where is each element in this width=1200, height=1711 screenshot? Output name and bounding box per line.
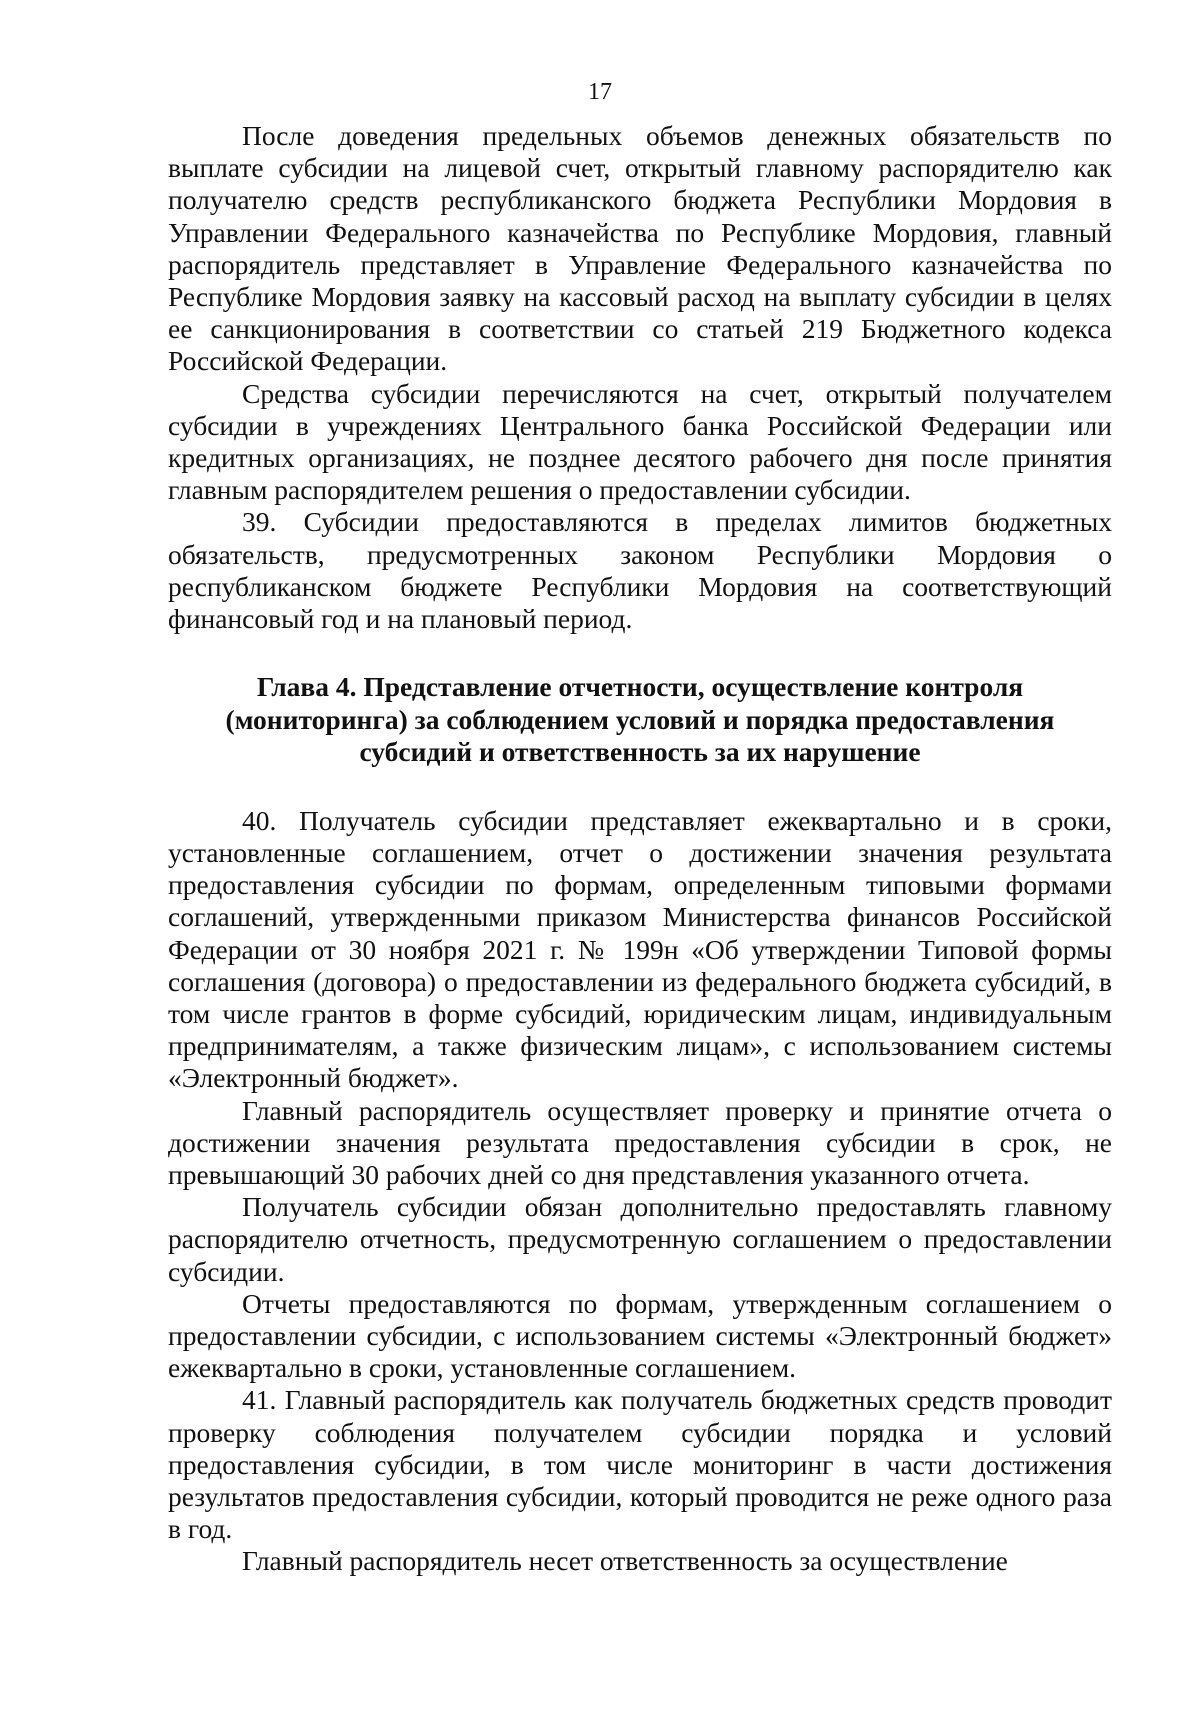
paragraph-item-39: 39. Субсидии предоставляются в пределах лимитов бюджетных обязательств, предусмотренных законом Республики Мордовия о республиканском бюджете Республики Мордовия на соответствующий финансовый год и на плановый период. bbox=[168, 506, 1112, 635]
paragraph-item-40: 40. Получатель субсидии представляет ежеквартально и в сроки, установленные соглашением, отчет о достижении значения результата предоставления субсидии по формам, определенным типовыми формами соглашений, утвержденными приказом Министерства финансов Российской Федерации от 30 ноября 2021 г. № 199н «Об утверждении Типовой формы соглашения (договора) о предоставлении из федерального бюджета субсидий, в том числе грантов в форме субсидий, юридическим лицам, индивидуальным предпринимателям, а также физическим лицам», с использованием системы «Электронный бюджет». bbox=[168, 804, 1112, 1094]
chapter-heading-line: Глава 4. Представление отчетности, осуществление контроля bbox=[256, 671, 1024, 703]
paragraph: Отчеты предоставляются по формам, утвержденным соглашением о предоставлении субсидии, с использованием системы «Электронный бюджет» ежеквартально в сроки, установленные соглашением. bbox=[168, 1287, 1112, 1384]
paragraph: Получатель субсидии обязан дополнительно предоставлять главному распорядителю отчетность, предусмотренную соглашением о предоставлении субсидии. bbox=[168, 1191, 1112, 1287]
chapter-heading-line: (мониторинга) за соблюдением условий и порядка предоставления bbox=[225, 703, 1055, 735]
paragraph: Средства субсидии перечисляются на счет, открытый получателем субсидии в учреждениях Центрального банка Российской Федерации или кредитных организациях, не позднее десятого рабочего дня после принятия главным распорядителем решения о предоставлении субсидии. bbox=[168, 377, 1112, 506]
paragraph-item-41: 41. Главный распорядитель как получатель бюджетных средств проводит проверку соблюдения получателем субсидии порядка и условий предоставления субсидии, в том числе мониторинг в части достижения результатов предоставления субсидии, который проводится не реже одного раза в год. bbox=[168, 1384, 1112, 1545]
document-body bbox=[168, 120, 1112, 1578]
chapter-heading bbox=[168, 671, 1112, 769]
paragraph: После доведения предельных объемов денежных обязательств по выплате субсидии на лицевой счет, открытый главному распорядителю как получателю средств республиканского бюджета Республики Мордовия в Управлении Федерального казначейства по Республике Мордовия, главный распорядитель представляет в Управление Федерального казначейства по Республике Мордовия заявку на кассовый расход на выплату субсидии в целях ее санкционирования в соответствии со статьей 219 Бюджетного кодекса Российской Федерации. bbox=[168, 120, 1112, 377]
paragraph-continued: Главный распорядитель несет ответственность за осуществление bbox=[242, 1545, 1008, 1577]
paragraph: Главный распорядитель осуществляет проверку и принятие отчета о достижении значения результата предоставления субсидии в срок, не превышающий 30 рабочих дней со дня представления указанного отчета. bbox=[168, 1094, 1112, 1190]
page-number: 17 bbox=[588, 79, 612, 105]
chapter-heading-line: субсидий и ответственность за их нарушение bbox=[359, 736, 921, 768]
